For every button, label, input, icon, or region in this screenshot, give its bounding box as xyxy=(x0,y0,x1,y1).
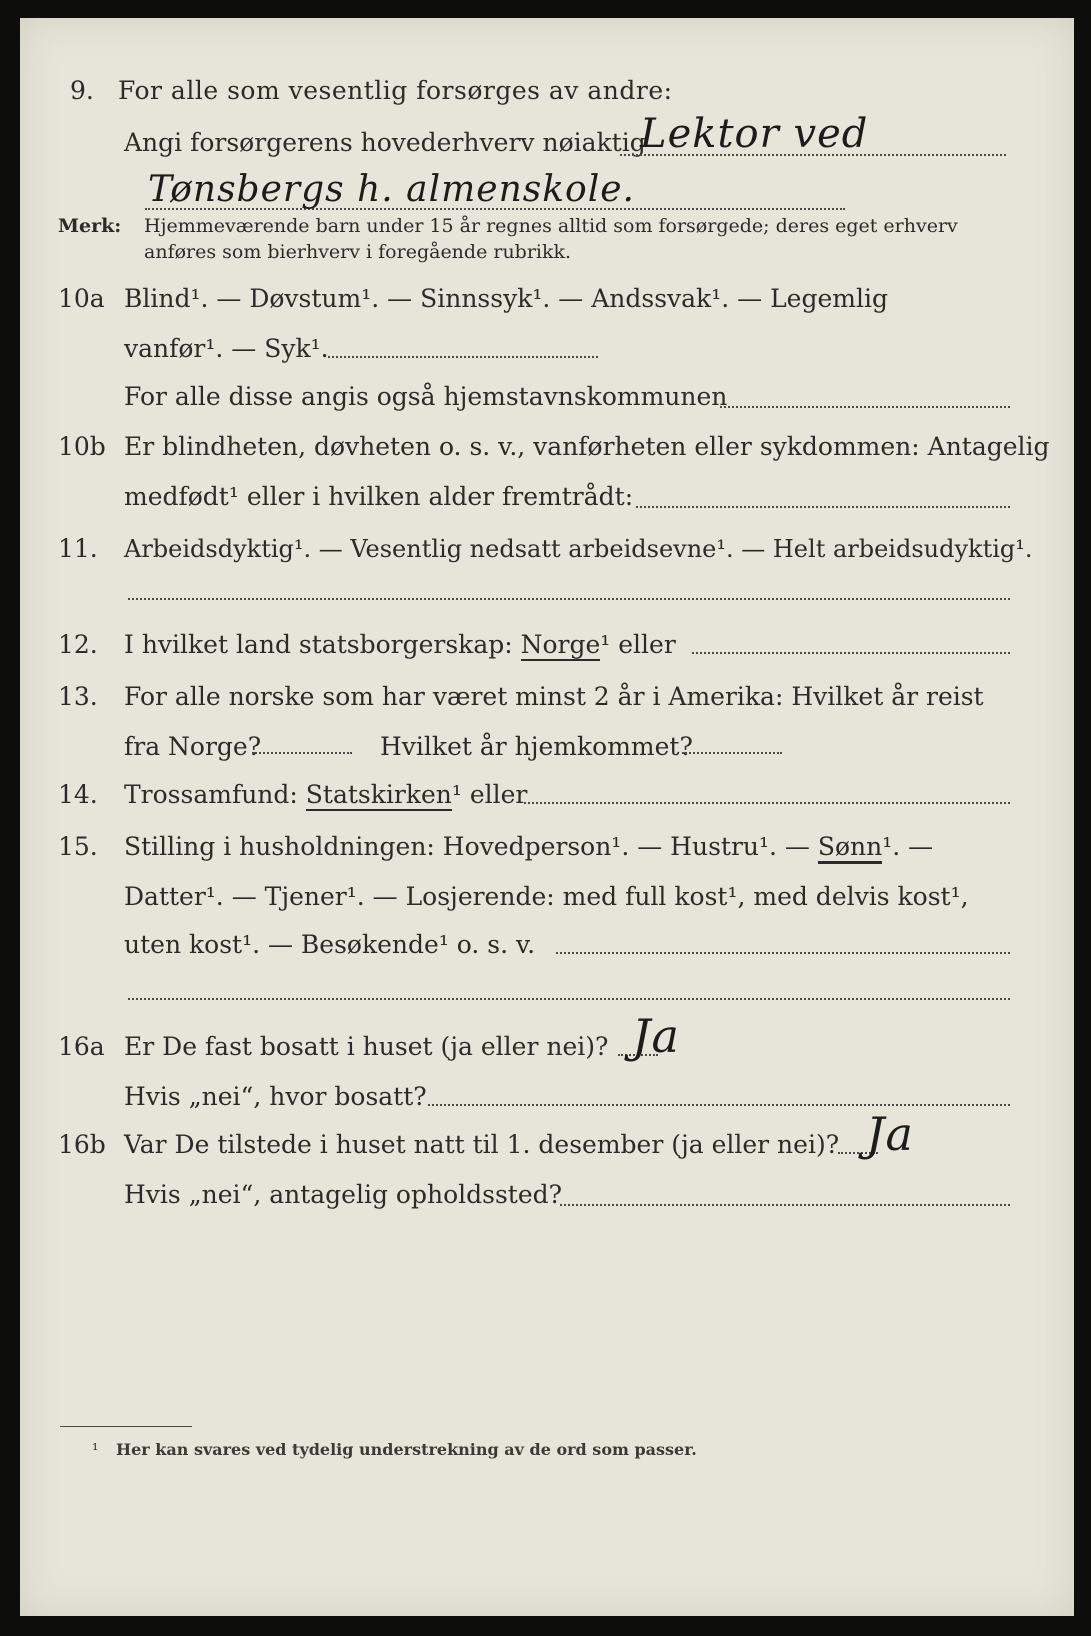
question-9-prompt: Angi forsørgerens hovederhverv nøiaktig xyxy=(124,128,646,157)
question-10b-number: 10b xyxy=(58,432,106,461)
question-16a-line-1: Er De fast bosatt i huset (ja eller nei)? xyxy=(124,1032,609,1061)
question-10a-line-3: For alle disse angis også hjemstavnskommunen xyxy=(124,382,728,411)
question-12-line xyxy=(124,630,676,660)
question-10b-answer-line xyxy=(636,506,1010,508)
merk-note-line-1: Hjemmeværende barn under 15 år regnes alltid som forsørgede; deres eget erhverv xyxy=(144,215,958,237)
question-9-title: For alle som vesentlig forsørges av andre: xyxy=(118,76,673,105)
question-15-underlined-answer: Sønn xyxy=(818,832,882,864)
question-15-line-1a: Stilling i husholdningen: Hovedperson¹. — Hustru¹. — xyxy=(124,832,810,861)
question-13-line-1: For alle norske som har været minst 2 år i Amerika: Hvilket år reist xyxy=(124,682,984,711)
question-12-number: 12. xyxy=(58,630,98,659)
question-10a-hjemstavn-line xyxy=(720,406,1010,408)
question-16a-line-2: Hvis „nei“, hvor bosatt? xyxy=(124,1082,427,1111)
question-12-underlined-answer: Norge xyxy=(520,630,601,659)
question-13-line-2b: Hvilket år hjemkommet? xyxy=(380,732,693,761)
question-13-reist-line xyxy=(252,752,352,754)
question-15-answer-line xyxy=(556,952,1010,954)
question-14-suffix: ¹ eller xyxy=(451,780,528,809)
merk-note-line-2: anføres som bierhverv i foregående rubrikk. xyxy=(144,241,572,263)
question-14-number: 14. xyxy=(58,780,98,809)
question-15-number: 15. xyxy=(58,832,98,861)
census-form-page xyxy=(20,18,1074,1616)
question-16b-number: 16b xyxy=(58,1130,106,1159)
question-9-number: 9. xyxy=(70,76,94,105)
question-16b-opholdssted-line xyxy=(560,1204,1010,1206)
question-12-suffix: ¹ eller xyxy=(600,630,676,659)
question-16b-line-2: Hvis „nei“, antagelig opholdssted? xyxy=(124,1180,563,1209)
question-14-underlined-answer: Statskirken xyxy=(305,780,452,809)
footnote-mark: ¹ xyxy=(92,1440,99,1459)
question-14-line xyxy=(124,780,527,810)
question-12-answer-line xyxy=(692,652,1010,654)
question-13-line-2a: fra Norge? xyxy=(124,732,262,761)
question-9-handwritten-answer-1: Lektor ved xyxy=(640,111,869,157)
question-15-line-3: uten kost¹. — Besøkende¹ o. s. v. xyxy=(124,930,536,959)
question-14-answer-line xyxy=(524,802,1010,804)
question-11-number: 11. xyxy=(58,534,98,563)
question-9-handwritten-answer-2: Tønsbergs h. almenskole. xyxy=(148,169,635,210)
question-13-number: 13. xyxy=(58,682,98,711)
question-12-prefix: I hvilket land statsborgerskap: xyxy=(124,630,513,659)
question-10a-number: 10a xyxy=(58,284,105,313)
question-16b-line-1: Var De tilstede i huset natt til 1. desember (ja eller nei)? xyxy=(124,1130,840,1159)
question-16b-handwritten-answer: Ja xyxy=(866,1107,914,1161)
question-15-line-1c: ¹. — xyxy=(882,832,934,861)
question-10a-line-2: vanfør¹. — Syk¹. xyxy=(124,334,329,363)
question-16a-number: 16a xyxy=(58,1032,105,1061)
question-13-hjemkommet-line xyxy=(682,752,782,754)
question-15-line-2: Datter¹. — Tjener¹. — Losjerende: med full kost¹, med delvis kost¹, xyxy=(124,882,969,911)
footnote-text: Her kan svares ved tydelig understrekning av de ord som passer. xyxy=(116,1440,697,1459)
question-15-line-1 xyxy=(124,832,933,862)
question-11-answer-line xyxy=(128,598,1010,600)
question-11-line-1: Arbeidsdyktig¹. — Vesentlig nedsatt arbeidsevne¹. — Helt arbeidsudyktig¹. xyxy=(124,535,1033,563)
question-16a-handwritten-answer: Ja xyxy=(632,1009,680,1063)
footnote-rule xyxy=(60,1426,192,1427)
question-10a-line-1: Blind¹. — Døvstum¹. — Sinnssyk¹. — Andssvak¹. — Legemlig xyxy=(124,284,888,313)
question-10a-answer-line xyxy=(328,356,598,358)
question-16a-bosatt-line xyxy=(428,1104,1010,1106)
question-15-extra-line xyxy=(128,998,1010,1000)
question-10b-line-2: medfødt¹ eller i hvilken alder fremtrådt: xyxy=(124,482,634,511)
question-10b-line-1: Er blindheten, døvheten o. s. v., vanførheten eller sykdommen: Antagelig xyxy=(124,432,1050,461)
question-14-prefix: Trossamfund: xyxy=(124,780,298,809)
merk-label: Merk: xyxy=(58,215,122,237)
